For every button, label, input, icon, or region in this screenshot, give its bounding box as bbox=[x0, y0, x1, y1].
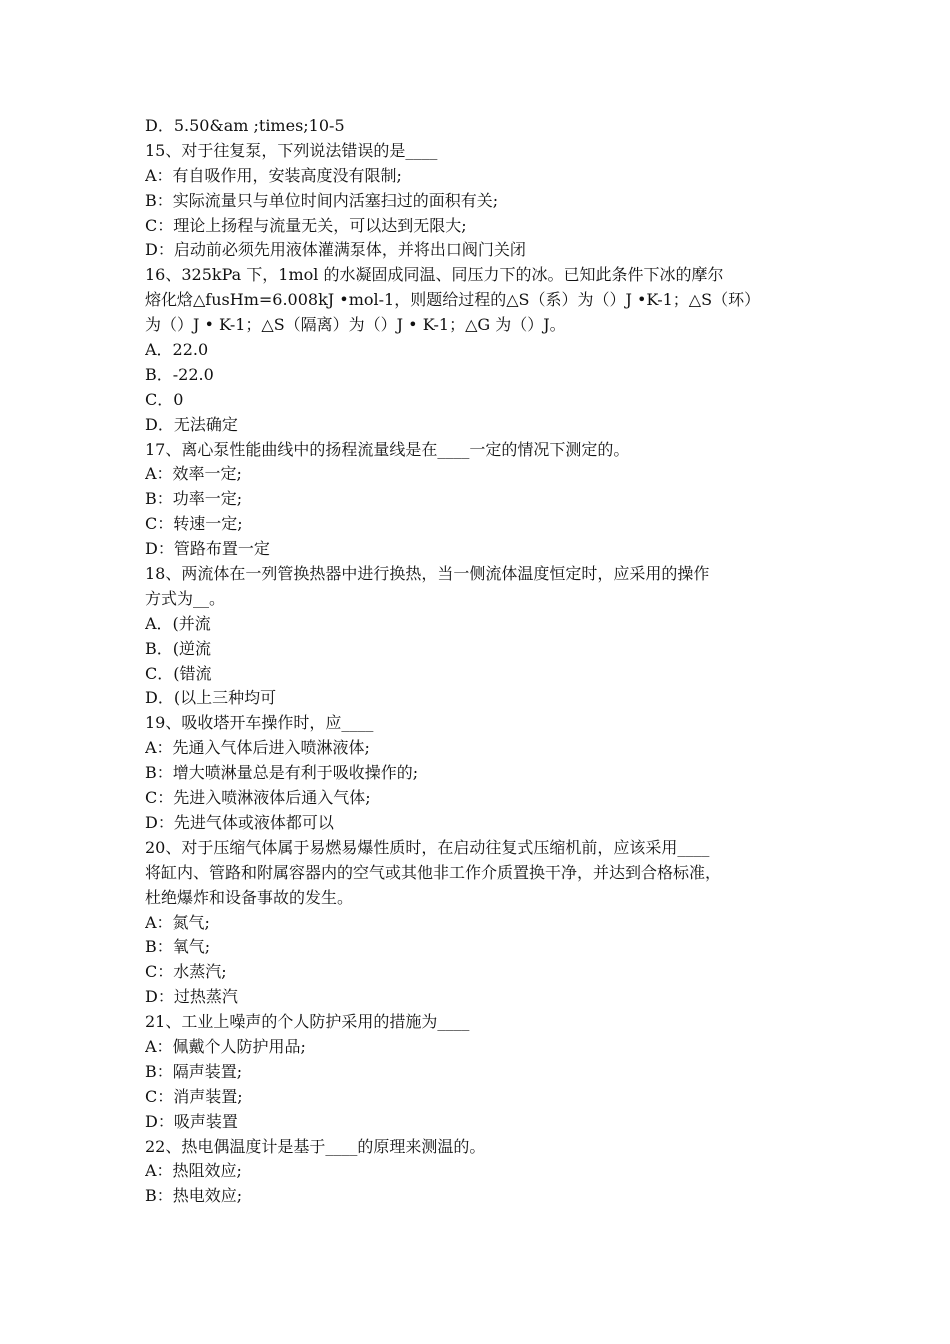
question-22: 22、热电偶温度计是基于____的原理来测温的。 bbox=[145, 1136, 486, 1156]
option-a: A：氮气; bbox=[145, 912, 210, 932]
option-d: D：管路布置一定 bbox=[145, 539, 270, 559]
question-20-cont: 将缸内、管路和附属容器内的空气或其他非工作介质置换干净，并达到合格标准， bbox=[145, 862, 722, 882]
question-18-cont: 方式为__。 bbox=[145, 588, 226, 608]
option-c: C：先进入喷淋液体后通入气体; bbox=[145, 788, 371, 808]
question-20: 20、对于压缩气体属于易燃易爆性质时，在启动往复式压缩机前，应该采用____ bbox=[145, 837, 710, 857]
option-b: B：增大喷淋量总是有利于吸收操作的; bbox=[145, 763, 419, 783]
option-d: D：吸声装置 bbox=[145, 1111, 238, 1131]
text-line: D．5.50&am ;times;10-5 bbox=[145, 116, 345, 135]
question-17: 17、离心泵性能曲线中的扬程流量线是在____一定的情况下测定的。 bbox=[145, 439, 630, 459]
option-a: A：佩戴个人防护用品; bbox=[145, 1036, 306, 1056]
question-16: 16、325kPa 下，1mol 的水凝固成同温、同压力下的冰。已知此条件下冰的摩尔 bbox=[145, 265, 724, 285]
option-a: A．(并流 bbox=[145, 613, 211, 633]
option-c: C：消声装置; bbox=[145, 1086, 243, 1106]
option-d: D：先进气体或液体都可以 bbox=[145, 812, 334, 832]
option-b: B．-22.0 bbox=[145, 364, 214, 384]
question-20-cont: 杜绝爆炸和设备事故的发生。 bbox=[145, 887, 354, 907]
option-c: C：转速一定; bbox=[145, 514, 243, 534]
option-d: D．(以上三种均可 bbox=[145, 688, 277, 708]
option-d: D．无法确定 bbox=[145, 414, 238, 434]
option-a: A．22.0 bbox=[145, 340, 209, 360]
option-a: A：效率一定; bbox=[145, 464, 242, 484]
question-19: 19、吸收塔开车操作时，应____ bbox=[145, 713, 374, 733]
option-b: B：隔声装置; bbox=[145, 1061, 243, 1081]
option-a: A：先通入气体后进入喷淋液体; bbox=[145, 738, 370, 758]
question-16-cont: 熔化焓△fusHm=6.008kJ •mol-1，则题给过程的△S（系）为（）J •K-1；△S（环） bbox=[145, 290, 761, 310]
option-c: C．0 bbox=[145, 389, 184, 409]
option-b: B：功率一定; bbox=[145, 489, 243, 509]
option-d: D：启动前必须先用液体灌满泵体，并将出口阀门关闭 bbox=[145, 240, 526, 260]
option-a: A：有自吸作用，安装高度没有限制; bbox=[145, 165, 402, 185]
document-page bbox=[145, 114, 810, 1209]
option-c: C：理论上扬程与流量无关，可以达到无限大; bbox=[145, 215, 467, 235]
option-b: B．(逆流 bbox=[145, 638, 212, 658]
option-b: B：实际流量只与单位时间内活塞扫过的面积有关; bbox=[145, 190, 499, 210]
question-16-cont: 为（）J • K-1；△S（隔离）为（）J • K-1；△G 为（）J。 bbox=[145, 315, 566, 335]
option-c: C：水蒸汽; bbox=[145, 962, 227, 982]
question-15: 15、对于往复泵，下列说法错误的是____ bbox=[145, 140, 438, 160]
option-a: A：热阻效应; bbox=[145, 1161, 242, 1181]
question-21: 21、工业上噪声的个人防护采用的措施为____ bbox=[145, 1012, 470, 1032]
option-d: D：过热蒸汽 bbox=[145, 987, 238, 1007]
option-b: B：氧气; bbox=[145, 937, 211, 957]
option-b: B：热电效应; bbox=[145, 1186, 243, 1206]
question-18: 18、两流体在一列管换热器中进行换热，当一侧流体温度恒定时，应采用的操作 bbox=[145, 564, 710, 584]
option-c: C．(错流 bbox=[145, 663, 212, 683]
